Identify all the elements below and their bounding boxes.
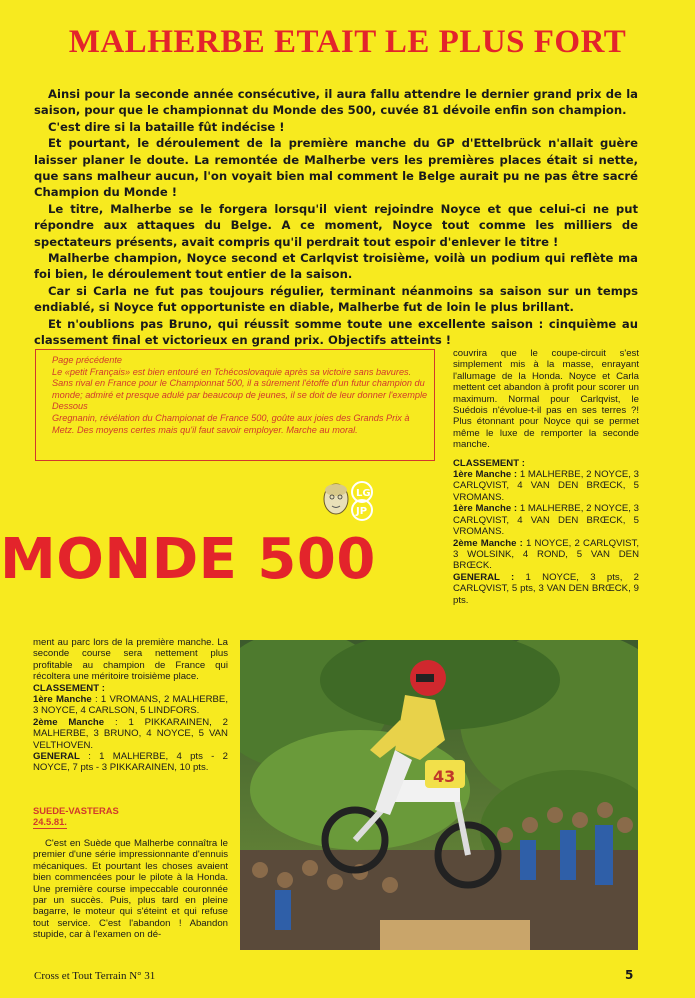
- result-label: GENERAL: [33, 751, 80, 763]
- result-label: 2ème Manche: [33, 716, 105, 728]
- right-column: [453, 348, 639, 606]
- intro-paragraph: Car si Carla ne fut pas toujours régulier, terminant néanmoins sa saison sur un temps endiablé, si Noyce fut opportuniste en diable, Malherbe fut de loin le plus brillant.: [34, 283, 638, 315]
- location-name: SUEDE-VASTERAS: [33, 805, 119, 816]
- result-line: [453, 503, 639, 537]
- result-text: 1 MALHERBE, 2 NOYCE, 3 CARLQVIST, 4 VAN DEN BRŒCK, 5 VROMANS.: [453, 503, 639, 538]
- svg-text:LG: LG: [356, 488, 371, 499]
- classement-heading: CLASSEMENT :: [453, 457, 525, 469]
- result-label: 1ère Manche :: [453, 469, 518, 481]
- column-text: couvrira que le coupe-circuit s'est simplement mis à la masse, enrayant l'allumage de la Honda. Noyce et Carla mettent cet abandon à profit pour scorer un maximum. Normal pour Carlqvist, le Suédois n'évolue-t-il pas en ses terres ?! Plus étonnant pour Noyce qui se permet même le luxe de remporter la seconde manche.: [453, 348, 639, 451]
- intro-paragraph: Et n'oublions pas Bruno, qui réussit somme toute une excellente saison : cinquième au classement final et victorieux en grand prix. Objectifs atteints !: [34, 316, 638, 348]
- result-line: [453, 469, 639, 503]
- result-text: 1 NOYCE, 2 CARLQVIST, 3 WOLSINK, 4 ROND, 5 VAN DEN BRŒCK.: [453, 537, 639, 572]
- section-title: MONDE 500: [0, 527, 376, 592]
- result-text: : 1 VROMANS, 2 MALHERBE, 3 NOYCE, 4 CARLSON, 5 LINDFORS.: [33, 694, 228, 717]
- column-text: C'est en Suède que Malherbe connaîtra le premier d'une série impressionnante d'ennuis mécaniques. Et pourtant les choses avaient bien commencées pour le pilote à la Honda. Une première course impeccable couronnée par un succès. Puis, plus tard en pleine bagarre, le moteur qui s'éteint et qui refuse tout service. C'est l'abandon ! Abandon stupide, car à l'examen on dé-: [33, 838, 228, 941]
- result-line: [33, 717, 228, 751]
- svg-text:JP: JP: [356, 506, 368, 517]
- result-line: [453, 538, 639, 572]
- location-date: 24.5.81.: [33, 816, 67, 827]
- caption-text: Gregnanin, révélation du Championat de France 500, goûte aux joies des Grands Prix à Metz. Des moyens certes mais qu'il faut savoir employer. Marche au moral.: [52, 412, 410, 435]
- intro-paragraph: Le titre, Malherbe se le forgera lorsqu'il vient rejoindre Noyce et que celui-ci ne put répondre aux attaques du Belge. A ce moment, Noyce tout comme les milliers de spectateurs présents, avait compris qu'il perdrait tout espoir d'enlever le titre !: [34, 201, 638, 249]
- intro-paragraph: Et pourtant, le déroulement de la première manche du GP d'Ettelbrück n'allait guère laisser planer le doute. La remontée de Malherbe vers les premières places était si nette, que sans malheur aucun, l'on voyait bien mal comment le Belge aurait pu ne pas être sacré Champion du Monde !: [34, 136, 638, 200]
- race-location: [33, 805, 233, 829]
- result-label: 1ère Manche: [33, 694, 92, 706]
- page-number: 5: [625, 968, 634, 982]
- magazine-footer: Cross et Tout Terrain N° 31: [34, 970, 156, 982]
- result-line: [453, 572, 639, 606]
- bike-number: 43: [433, 767, 456, 786]
- author-logo-icon: [318, 476, 382, 522]
- intro-paragraph: C'est dire si la bataille fût indécise !: [48, 119, 285, 134]
- result-text: : 1 PIKKARAINEN, 2 MALHERBE, 3 BRUNO, 4 NOYCE, 5 VAN VELTHOVEN.: [33, 716, 228, 751]
- result-label: 2ème Manche :: [453, 537, 523, 549]
- classement-heading: CLASSEMENT :: [33, 682, 105, 694]
- caption-text: Le «petit Français» est bien entouré en Tchécoslovaquie après sa victoire sans bavures. Sans rival en France pour le Championnat 500, il a sûrement l'étoffe d'un futur champion du monde; admiré et presque adulé par beaucoup de jeunes, il se doit de leur donner l'exemple: [52, 366, 428, 400]
- result-text: : 1 MALHERBE, 4 pts - 2 NOYCE, 7 pts - 3 PIKKARAINEN, 10 pts.: [33, 751, 228, 774]
- result-text: 1 MALHERBE, 2 NOYCE, 3 CARLQVIST, 4 VAN DEN BRŒCK, 5 VROMANS.: [453, 469, 639, 503]
- result-line: [33, 751, 228, 774]
- result-text: 1 NOYCE, 3 pts, 2 CARLQVIST, 5 pts, 3 VAN DEN BRŒCK, 9 pts.: [453, 571, 639, 606]
- intro-paragraph: Ainsi pour la seconde année consécutive, il aura fallu attendre le dernier grand prix de la saison, pour que le championnat du Monde des 500, cuvée 81 dévoile enfin son champion.: [34, 87, 638, 118]
- photo-caption-box: [35, 349, 435, 461]
- article-title: MALHERBE ETAIT LE PLUS FORT: [68, 24, 627, 60]
- left-column-continued: [33, 838, 228, 941]
- left-column: [33, 637, 228, 774]
- caption-heading: Dessous: [52, 401, 88, 412]
- result-label: 1ère Manche :: [453, 503, 518, 515]
- column-text: ment au parc lors de la première manche. La seconde course sera nettement plus profitable au champion de France qui récoltera une méritoire troisième place.: [33, 637, 228, 683]
- result-label: GENERAL :: [453, 571, 515, 583]
- intro-text: [34, 86, 638, 349]
- motocross-rider-photo-icon: [240, 640, 638, 950]
- intro-paragraph: Malherbe champion, Noyce second et Carlqvist troisième, voilà un podium qui reflète ma foi bien, le déroulement tout entier de la saison.: [34, 251, 638, 282]
- result-line: [33, 694, 228, 717]
- caption-heading: Page précédente: [52, 355, 122, 365]
